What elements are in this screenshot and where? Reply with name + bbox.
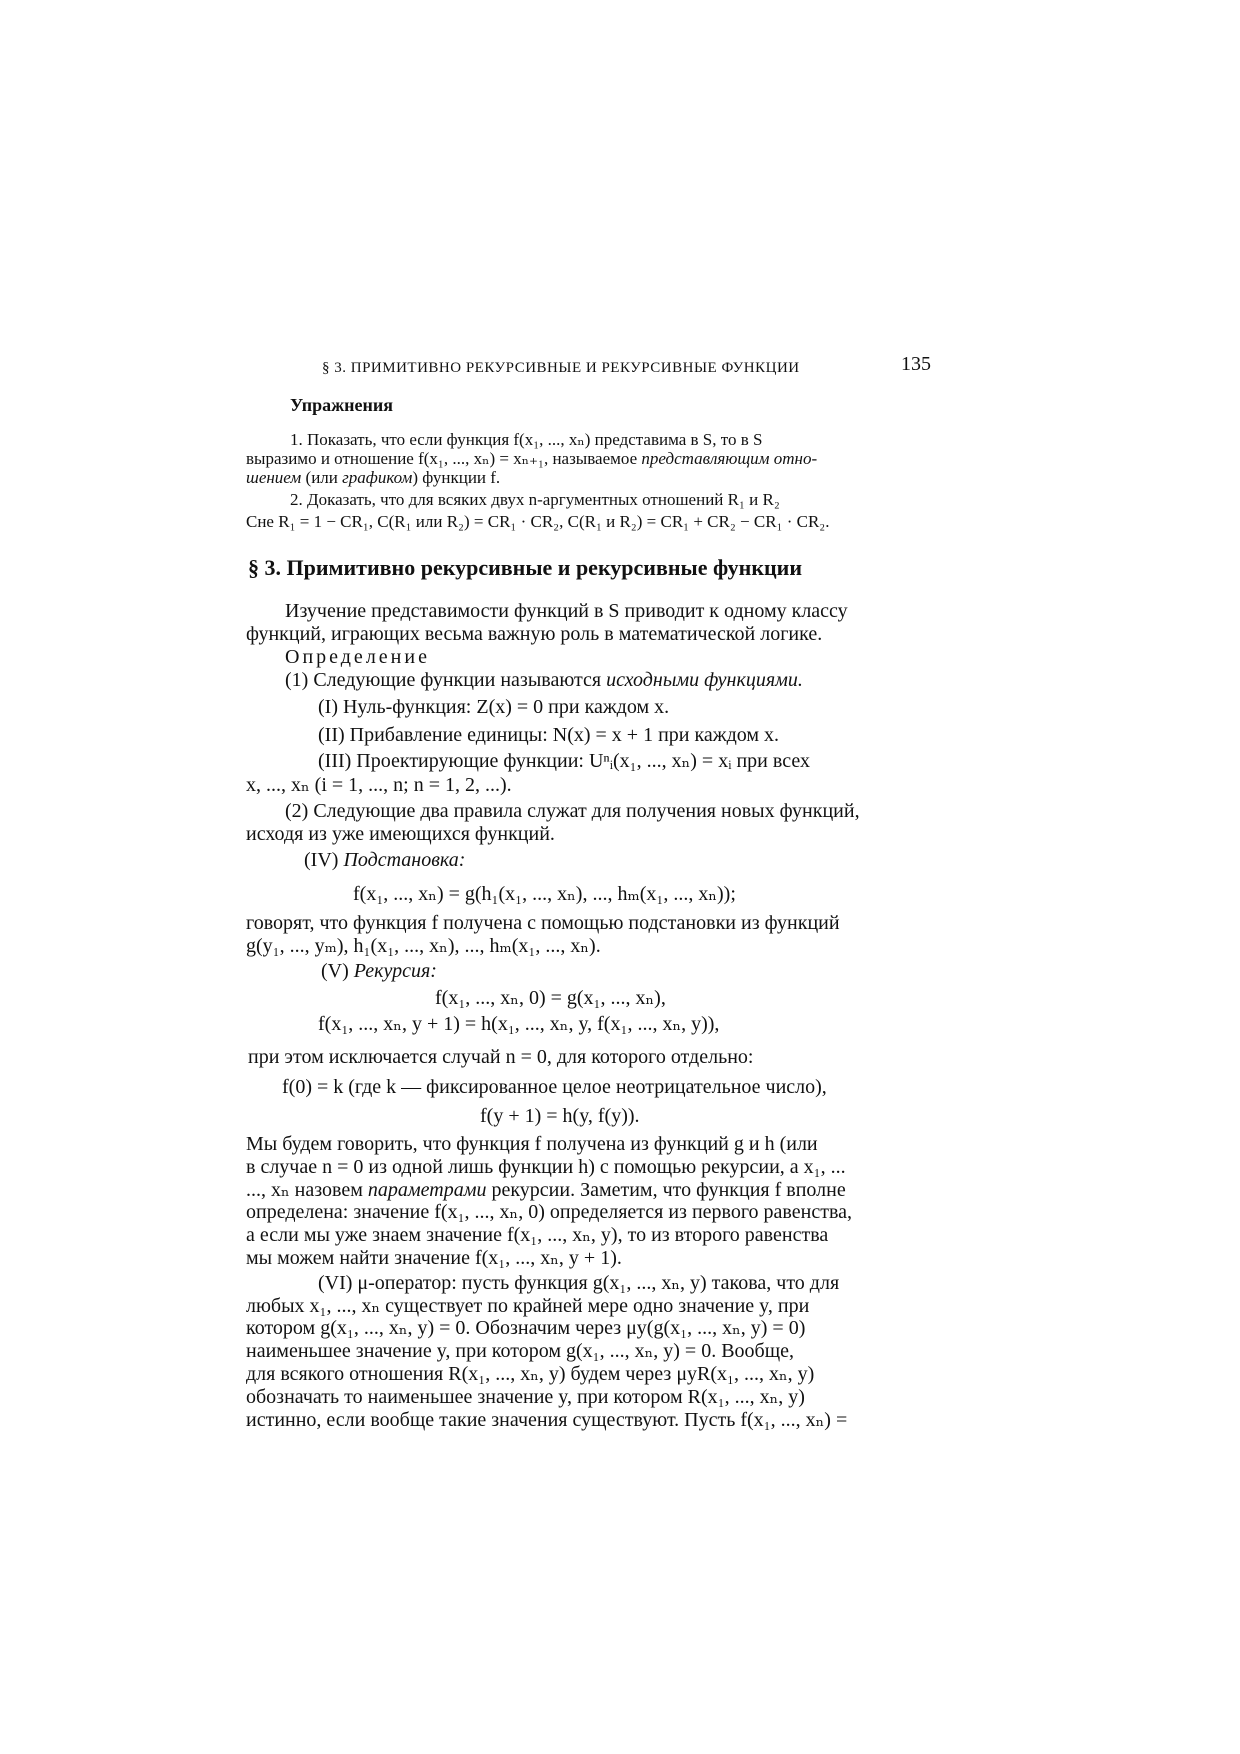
rule-IV-text-1: говорят, что функция f получена с помощью подстановки из функций: [246, 912, 840, 934]
italic-text: шением: [246, 468, 302, 487]
text: (V): [321, 960, 354, 982]
rule-III-line-2: x, ..., xₙ (i = 1, ..., n; n = 1, 2, ...).: [246, 774, 512, 796]
recursion-para-line-2: в случае n = 0 из одной лишь функции h) с помощью рекурсии, а x₁, ...: [246, 1156, 846, 1178]
italic-text: параметрами: [367, 1179, 487, 1201]
exercises-title: Упражнения: [290, 395, 394, 415]
rule-V-text: при этом исключается случай n = 0, для которого отдельно:: [248, 1046, 754, 1068]
recursion-para-line-1: Мы будем говорить, что функция f получена из функций g и h (или: [246, 1133, 818, 1155]
exercise-2-line-2: Cне R₁ = 1 − CR₁, C(R₁ или R₂) = CR₁ · CR₂, C(R₁ и R₂) = CR₁ + CR₂ − CR₁ · CR₂.: [246, 512, 830, 531]
intro-line-2: функций, играющих весьма важную роль в математической логике.: [246, 623, 823, 645]
text: ) функции f.: [412, 468, 501, 487]
rule-V-formula-4: f(y + 1) = h(y, f(y)).: [480, 1105, 640, 1127]
exercise-1-line-1: 1. Показать, что если функция f(x₁, ..., xₙ) представима в S, то в S: [290, 430, 763, 449]
recursion-para-line-4: определена: значение f(x₁, ..., xₙ, 0) определяется из первого равенства,: [246, 1201, 853, 1223]
italic-text: Рекурсия:: [353, 960, 437, 982]
italic-text: представляющим отно-: [641, 449, 818, 468]
page-number: 135: [901, 353, 931, 375]
text: (или: [301, 468, 343, 487]
italic-text: Подстановка:: [343, 849, 466, 871]
rules-line-1: (2) Следующие два правила служат для получения новых функций,: [285, 800, 860, 822]
italic-text: графиком: [342, 468, 413, 487]
intro-line-1: Изучение представимости функций в S приводит к одному классу: [285, 600, 848, 622]
rule-VI-line-7: истинно, если вообще такие значения существуют. Пусть f(x₁, ..., xₙ) =: [246, 1409, 848, 1431]
exercise-1-line-2: [246, 449, 817, 469]
rule-VI-line-3: котором g(x₁, ..., xₙ, y) = 0. Обозначим через μy(g(x₁, ..., xₙ, y) = 0): [246, 1317, 806, 1339]
rule-V-formula-1: f(x₁, ..., xₙ, 0) = g(x₁, ..., xₙ),: [435, 987, 666, 1009]
recursion-para-line-3: [246, 1178, 846, 1202]
rule-IV-formula: f(x₁, ..., xₙ) = g(h₁(x₁, ..., xₙ), ..., hₘ(x₁, ..., xₙ));: [353, 883, 736, 905]
rule-III-line-1: (III) Проектирующие функции: Uⁿᵢ(x₁, ..., xₙ) = xᵢ при всех: [318, 750, 810, 772]
recursion-para-line-5: а если мы уже знаем значение f(x₁, ..., xₙ, y), то из второго равенства: [246, 1224, 829, 1246]
recursion-para-line-6: мы можем найти значение f(x₁, ..., xₙ, y + 1).: [246, 1247, 622, 1269]
text: выразимо и отношение f(x₁, ..., xₙ) = xₙ₊₁, называемое: [246, 449, 642, 468]
rule-IV-label: [304, 848, 465, 872]
definition-title: Определение: [285, 646, 430, 668]
text: рекурсии. Заметим, что функция f вполне: [486, 1179, 846, 1201]
text: ..., xₙ назовем: [246, 1179, 368, 1201]
rule-V-formula-3: f(0) = k (где k — фиксированное целое неотрицательное число),: [282, 1076, 827, 1098]
rule-V-label: [321, 959, 437, 983]
rule-VI-line-6: обозначать то наименьшее значение y, при котором R(x₁, ..., xₙ, y): [246, 1386, 805, 1408]
definition-item-1: [285, 668, 803, 692]
rule-IV-text-2: g(y₁, ..., yₘ), h₁(x₁, ..., xₙ), ..., hₘ(x₁, ..., xₙ).: [246, 935, 601, 957]
text: (IV): [304, 849, 344, 871]
rule-VI-line-4: наименьшее значение y, при котором g(x₁, ..., xₙ, y) = 0. Вообще,: [246, 1340, 795, 1362]
rules-line-2: исходя из уже имеющихся функций.: [246, 823, 555, 845]
rule-V-formula-2: f(x₁, ..., xₙ, y + 1) = h(x₁, ..., xₙ, y, f(x₁, ..., xₙ, y)),: [318, 1013, 720, 1035]
rule-VI-line-1: (VI) μ-оператор: пусть функция g(x₁, ..., xₙ, y) такова, что для: [318, 1272, 840, 1294]
exercise-2-line-1: 2. Доказать, что для всяких двух n-аргументных отношений R₁ и R₂: [290, 490, 780, 509]
running-title: § 3. ПРИМИТИВНО РЕКУРСИВНЫЕ И РЕКУРСИВНЫЕ ФУНКЦИИ: [322, 360, 800, 376]
italic-text: исходными функциями.: [606, 669, 803, 691]
rule-I: (I) Нуль-функция: Z(x) = 0 при каждом x.: [318, 696, 670, 718]
rule-VI-line-5: для всякого отношения R(x₁, ..., xₙ, y) будем через μyR(x₁, ..., xₙ, y): [246, 1363, 815, 1385]
text: (1) Следующие функции называются: [285, 669, 607, 691]
exercise-1-line-3: [246, 468, 500, 488]
rule-VI-line-2: любых x₁, ..., xₙ существует по крайней мере одно значение y, при: [246, 1295, 810, 1317]
section-heading: § 3. Примитивно рекурсивные и рекурсивные функции: [248, 555, 803, 580]
rule-II: (II) Прибавление единицы: N(x) = x + 1 при каждом x.: [318, 724, 780, 746]
